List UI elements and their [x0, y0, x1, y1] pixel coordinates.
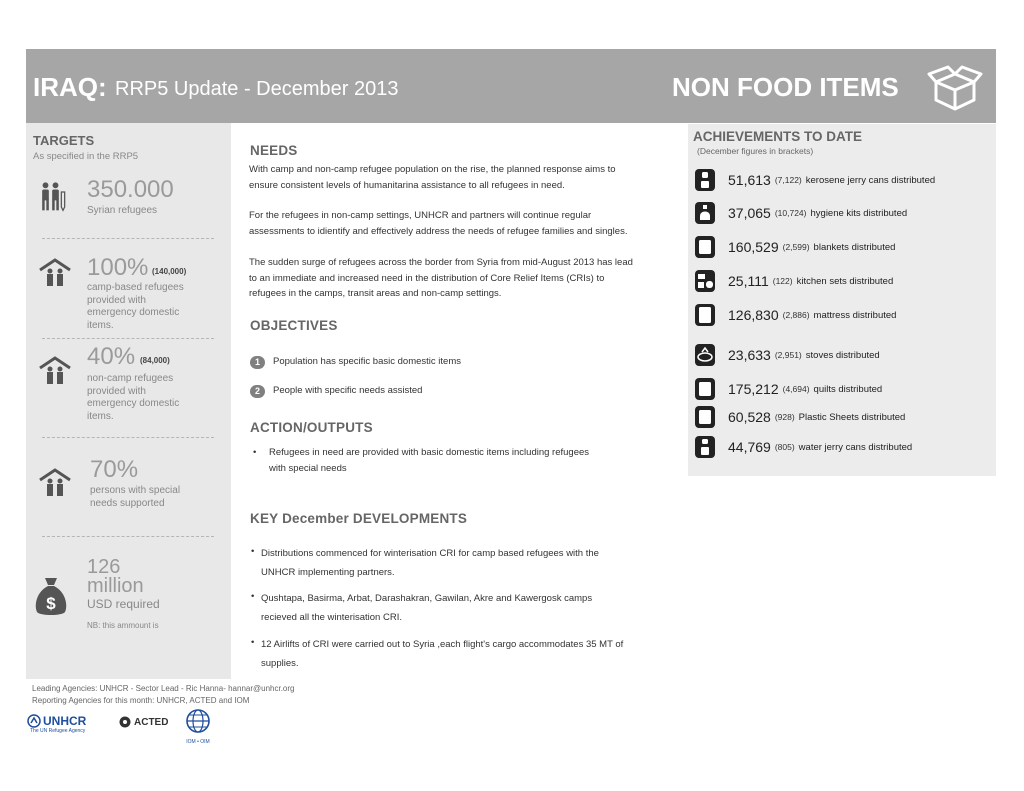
achievement-row: 60,528 (928) Plastic Sheets distributed	[694, 404, 905, 430]
needs-title: NEEDS	[250, 143, 298, 158]
target-desc-3: non-camp refugees provided with emergency domestic items.	[87, 373, 180, 422]
achievement-row: 126,830 (2,886) mattress distributed	[694, 302, 896, 328]
hygiene-kit-icon	[694, 201, 716, 225]
kitchen-set-icon	[694, 269, 716, 293]
country-title: IRAQ:	[33, 72, 107, 102]
money-bag-icon	[32, 576, 70, 616]
acted-logo: ACTED	[119, 716, 168, 728]
achievement-row: 25,111 (122) kitchen sets distributed	[694, 268, 893, 294]
targets-title: TARGETS	[33, 133, 95, 148]
target-desc-4: persons with special needs supported	[90, 485, 181, 509]
bullet: •	[253, 447, 257, 458]
development-item: 12 Airlifts of CRI were carried out to Syria ,each flight's cargo accommodates 35 MT of supplies.	[261, 639, 624, 669]
water-jerry-can-icon	[694, 435, 716, 459]
target-value-1: 350.000	[87, 176, 174, 203]
targets-subtitle: As specified in the RRP5	[33, 151, 139, 162]
bullet: •	[251, 546, 255, 557]
achievement-row: 37,065 (10,724) hygiene kits distributed	[694, 200, 907, 226]
divider	[42, 238, 214, 239]
target-value-2: 100%	[87, 254, 149, 281]
needs-paragraph-1: With camp and non-camp refugee population on the rise, the planned response aims to ensure consistent levels of humanitarina assistance to all refugees in need.	[249, 164, 616, 191]
sector-title: NON FOOD ITEMS	[672, 72, 899, 102]
target-desc-1: Syrian refugees	[87, 205, 158, 216]
action-item: Refugees in need are provided with basic domestic items including refugees with special needs	[269, 447, 590, 474]
funding-label: USD required	[87, 597, 160, 611]
objectives-title: OBJECTIVES	[250, 318, 338, 333]
divider	[42, 338, 214, 339]
svg-text:$: $	[46, 594, 56, 613]
unhcr-emblem-icon	[27, 714, 41, 728]
reporting-agencies: Reporting Agencies for this month: UNHCR, ACTED and IOM	[32, 696, 250, 705]
achievements-subtitle: (December figures in brackets)	[697, 146, 814, 156]
shelter-family-icon	[38, 258, 72, 288]
mattress-icon	[694, 303, 716, 327]
achievement-row: 175,212 (4,694) quilts distributed	[694, 376, 882, 402]
achievement-row: 23,633 (2,951) stoves distributed	[694, 342, 880, 368]
objective-number: 1	[250, 356, 265, 369]
iom-logo: IOM • OIM	[183, 708, 213, 745]
jerry-can-icon	[694, 168, 716, 192]
development-item: Distributions commenced for winterisation CRI for camp based refugees with the UNHCR implementing partners.	[261, 548, 599, 578]
plastic-sheet-icon	[694, 405, 716, 429]
leading-agencies: Leading Agencies: UNHCR - Sector Lead - Ric Hanna- hannar@unhcr.org	[32, 684, 295, 693]
iom-globe-icon	[185, 708, 211, 734]
report-subtitle: RRP5 Update - December 2013	[115, 78, 399, 100]
actions-title: ACTION/OUTPUTS	[250, 420, 373, 435]
developments-title: KEY December DEVELOPMENTS	[250, 511, 468, 526]
objective-text: People with specific needs assisted	[273, 385, 423, 396]
divider	[42, 536, 214, 537]
objective-text: Population has specific basic domestic items	[273, 356, 461, 367]
refugees-icon	[36, 182, 70, 212]
target-bracket-2: (140,000)	[152, 267, 187, 276]
achievement-row: 51,613 (7,122) kerosene jerry cans distributed	[694, 167, 935, 193]
box-icon	[926, 64, 984, 112]
target-value-3: 40%	[87, 343, 136, 370]
development-item: Qushtapa, Basirma, Arbat, Darashakran, Gawilan, Akre and Kawergosk camps recieved all the winterisation CRI.	[261, 593, 593, 623]
funding-note: NB: this ammount is	[87, 621, 159, 630]
unhcr-logo: UNHCR The UN Refugee Agency	[27, 714, 86, 734]
objective-number: 2	[250, 385, 265, 398]
shelter-family-icon	[38, 356, 72, 386]
achievement-row: 160,529 (2,599) blankets distributed	[694, 234, 895, 260]
target-value-4: 70%	[90, 456, 139, 483]
blanket-icon	[694, 235, 716, 259]
divider	[42, 437, 214, 438]
quilt-icon	[694, 377, 716, 401]
achievements-title: ACHIEVEMENTS TO DATE	[693, 129, 863, 144]
bullet: •	[251, 637, 255, 648]
target-desc-2: camp-based refugees provided with emergency domestic items.	[87, 282, 184, 331]
target-bracket-3: (84,000)	[140, 356, 170, 365]
shelter-family-icon	[38, 468, 72, 498]
achievement-row: 44,769 (805) water jerry cans distributed	[694, 434, 912, 460]
needs-paragraph-3: The sudden surge of refugees across the border from Syria from mid-August 2013 has lead to an immediate and increased need in the distribution of Core Relief Items (CRIs) to refugees in the camps, transit areas and non-camp settings.	[249, 257, 633, 299]
needs-paragraph-2: For the refugees in non-camp settings, UNHCR and partners will continue regular assessments to idientify and effectively address the needs of refugee families and singles.	[249, 210, 628, 237]
funding-value: 126 million	[87, 556, 144, 597]
bullet: •	[251, 591, 255, 602]
stove-icon	[694, 343, 716, 367]
acted-emblem-icon	[119, 716, 131, 728]
